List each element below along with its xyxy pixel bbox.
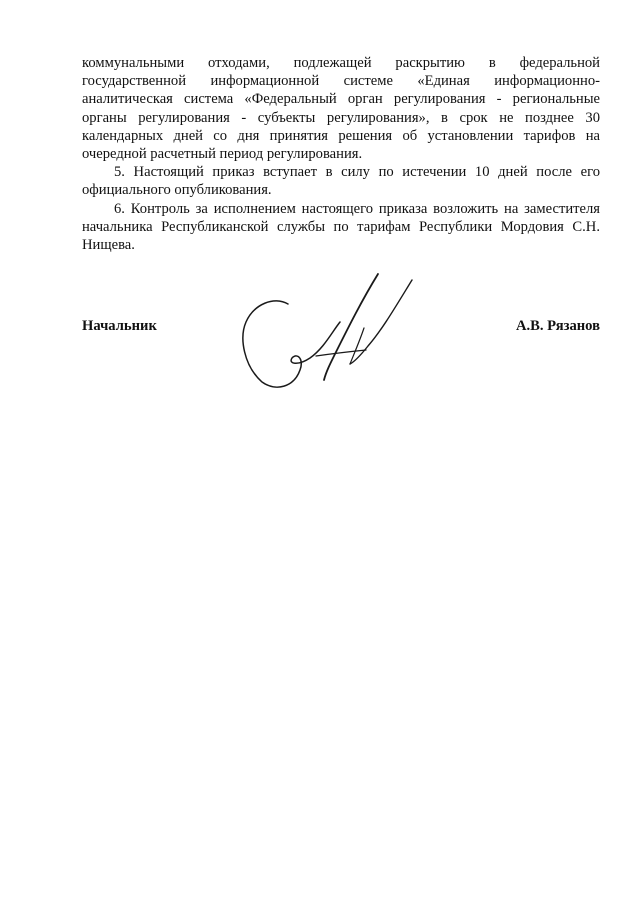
document-body	[82, 54, 600, 254]
paragraph-continuation: коммунальными отходами, подлежащей раскрытию в федеральной государственной информационной системе «Единая информационно-аналитическая система «Федеральный орган регулирования - региональные органы регулирования - субъекты регулирования», в срок не позднее 30 календарных дней со дня принятия решения об установлении тарифов на очередной расчетный период регулирования.	[82, 55, 600, 163]
signature-cross-stroke	[316, 350, 366, 356]
signatory-title: Начальник	[82, 318, 157, 334]
signature-icon	[236, 270, 420, 398]
signature-second-stroke	[350, 280, 412, 364]
paragraph-item-6: 6. Контроль за исполнением настоящего приказа возложить на заместителя начальника Республиканской службы по тарифам Республики Мордовия С.Н. Нищева.	[82, 200, 600, 254]
paragraph-item-5: 5. Настоящий приказ вступает в силу по истечении 10 дней после его официального опубликования.	[82, 164, 600, 199]
signatory-name: А.В. Рязанов	[515, 318, 600, 334]
